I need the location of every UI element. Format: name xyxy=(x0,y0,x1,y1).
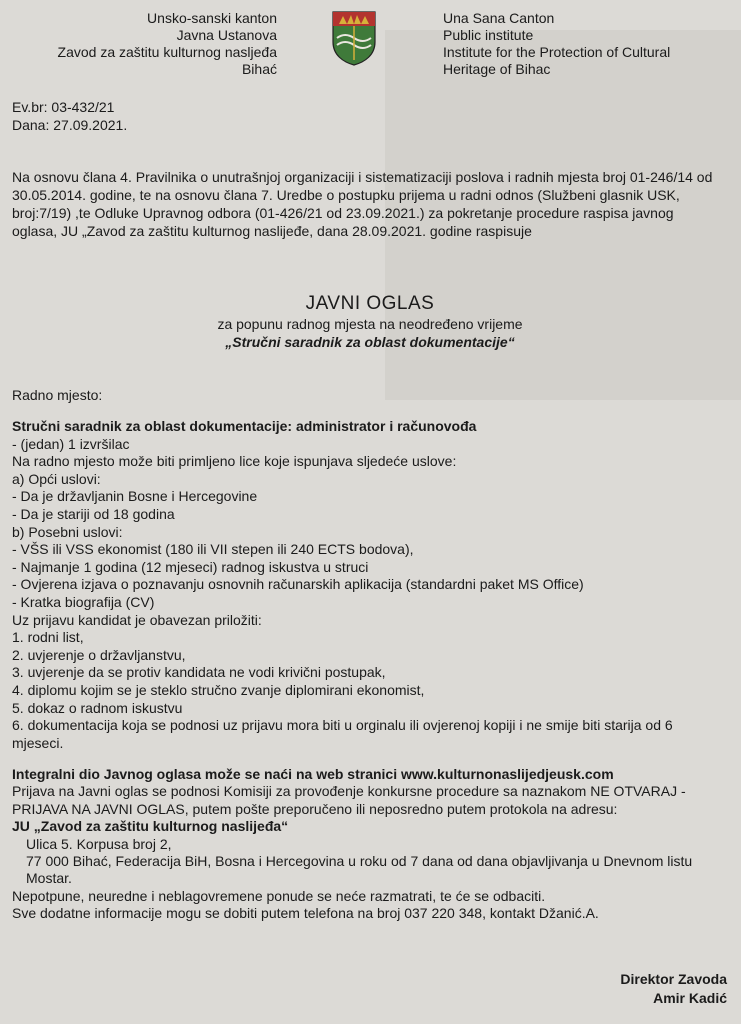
documents-label: Uz prijavu kandidat je obavezan priložiti: xyxy=(12,611,262,628)
address-city: 77 000 Bihać, Federacija BiH, Bosna i Hercegovina u roku od 7 dana od dana objavljivanja u Dnevnom listu Mostar. xyxy=(26,853,693,887)
special-condition-item: - Ovjerena izjava o poznavanju osnovnih računarskih aplikacija (standardni paket MS Office) xyxy=(12,576,584,593)
special-condition-item: - VŠS ili VSS ekonomist (180 ili VII stepen ili 240 ECTS bodova), xyxy=(12,541,414,558)
web-info-line: Integralni dio Javnog oglasa može se naći na web stranici www.kulturnonaslijedjeusk.com xyxy=(12,766,614,782)
document-item: 6. dokumentacija koja se podnosi uz prijavu mora biti u orginalu ili ovjerenoj kopiji i ne smije biti starija od 6 mjeseci. xyxy=(12,717,673,751)
address-name: JU „Zavod za zaštitu kulturnog naslijeđa“ xyxy=(12,818,289,835)
header-right-line: Heritage of Bihac xyxy=(443,61,551,77)
position-count: - (jedan) 1 izvršilac xyxy=(12,435,130,452)
position-label: Radno mjesto: xyxy=(12,387,103,403)
coat-of-arms-icon xyxy=(331,10,377,66)
position-heading: Stručni saradnik za oblast dokumentacije: administrator i računovođa xyxy=(12,418,477,434)
header-right-line: Public institute xyxy=(443,27,534,43)
notice-title: JAVNI OGLAS xyxy=(305,293,435,314)
intro-paragraph: Na osnovu člana 4. Pravilnika o unutrašnjoj organizaciji i sistematizaciji poslova i radnih mjesta broj 01-246/14 od 30.05.2014. godine, te na osnovu člana 7. Uredbe o postupku prijema u radni odnos (Službeni glasnik USK, broj:7/19) ,te Odluke Upravnog odbora (01-426/21 od 23.09.2021.) za pokretanje procedure raspisa javnog oglasa, JU „Zavod za zaštitu kulturnog naslijeđe, dana 28.09.2021. godine raspisuje xyxy=(12,169,713,239)
header-right-institution xyxy=(443,10,723,78)
address-street: Ulica 5. Korpusa broj 2, xyxy=(26,835,172,852)
document-item: 5. dokaz o radnom iskustvu xyxy=(12,699,183,716)
header-right-line: Una Sana Canton xyxy=(443,10,555,26)
notice-position-title: „Stručni saradnik za oblast dokumentacije“ xyxy=(225,334,515,350)
document-date: Dana: 27.09.2021. xyxy=(12,117,128,133)
document-item: 2. uvjerenje o državljanstvu, xyxy=(12,646,186,663)
incomplete-applications-note: Nepotpune, neuredne i neblagovremene ponude se neće razmatrati, te će se odbaciti. xyxy=(12,887,546,904)
submission-text: Prijava na Javni oglas se podnosi Komisiji za provođenje konkursne procedure sa naznakom NE OTVARAJ - PRIJAVA NA JAVNI OGLAS, putem pošte preporučeno ili neposredno putem protokola na adresu: xyxy=(12,783,686,817)
reference-number: Ev.br: 03-432/21 xyxy=(12,99,115,115)
conditions-intro: Na radno mjesto može biti primljeno lice koje ispunjava sljedeće uslove: xyxy=(12,453,457,470)
signatory-role: Direktor Zavoda xyxy=(620,971,727,987)
header-left-line: Unsko-sanski kanton xyxy=(147,10,277,26)
submission-info xyxy=(12,766,727,923)
signatory-name: Amir Kadić xyxy=(653,990,727,1006)
additional-info: Sve dodatne informacije mogu se dobiti putem telefona na broj 037 220 348, kontakt Džanić.A. xyxy=(12,905,599,922)
document-item: 1. rodni list, xyxy=(12,629,84,646)
special-condition-item: - Kratka biografija (CV) xyxy=(12,593,155,610)
header-left-institution xyxy=(9,10,277,78)
job-advertisement xyxy=(9,4,731,1022)
general-condition-item: - Da je stariji od 18 godina xyxy=(12,505,175,522)
special-conditions-label: b) Posebni uslovi: xyxy=(12,523,123,540)
header-left-line: Bihać xyxy=(241,61,277,77)
position-details xyxy=(12,418,727,752)
notice-subtitle: za popunu radnog mjesta na neodređeno vrijeme xyxy=(217,316,523,332)
general-condition-item: - Da je državljanin Bosne i Hercegovine xyxy=(12,488,258,505)
general-conditions-label: a) Opći uslovi: xyxy=(12,470,101,487)
signature-block xyxy=(620,970,727,1008)
document-item: 4. diplomu kojim se je steklo stručno zvanje diplomirani ekonomist, xyxy=(12,681,425,698)
header-left-line: Zavod za zaštitu kulturnog nasljeđa xyxy=(57,44,277,60)
special-condition-item: - Najmanje 1 godina (12 mjeseci) radnog iskustva u struci xyxy=(12,558,369,575)
header-left-line: Javna Ustanova xyxy=(176,27,277,43)
header-right-line: Institute for the Protection of Cultural xyxy=(443,44,671,60)
document-item: 3. uvjerenje da se protiv kandidata ne vodi krivični postupak, xyxy=(12,664,386,681)
document-meta xyxy=(12,98,127,134)
